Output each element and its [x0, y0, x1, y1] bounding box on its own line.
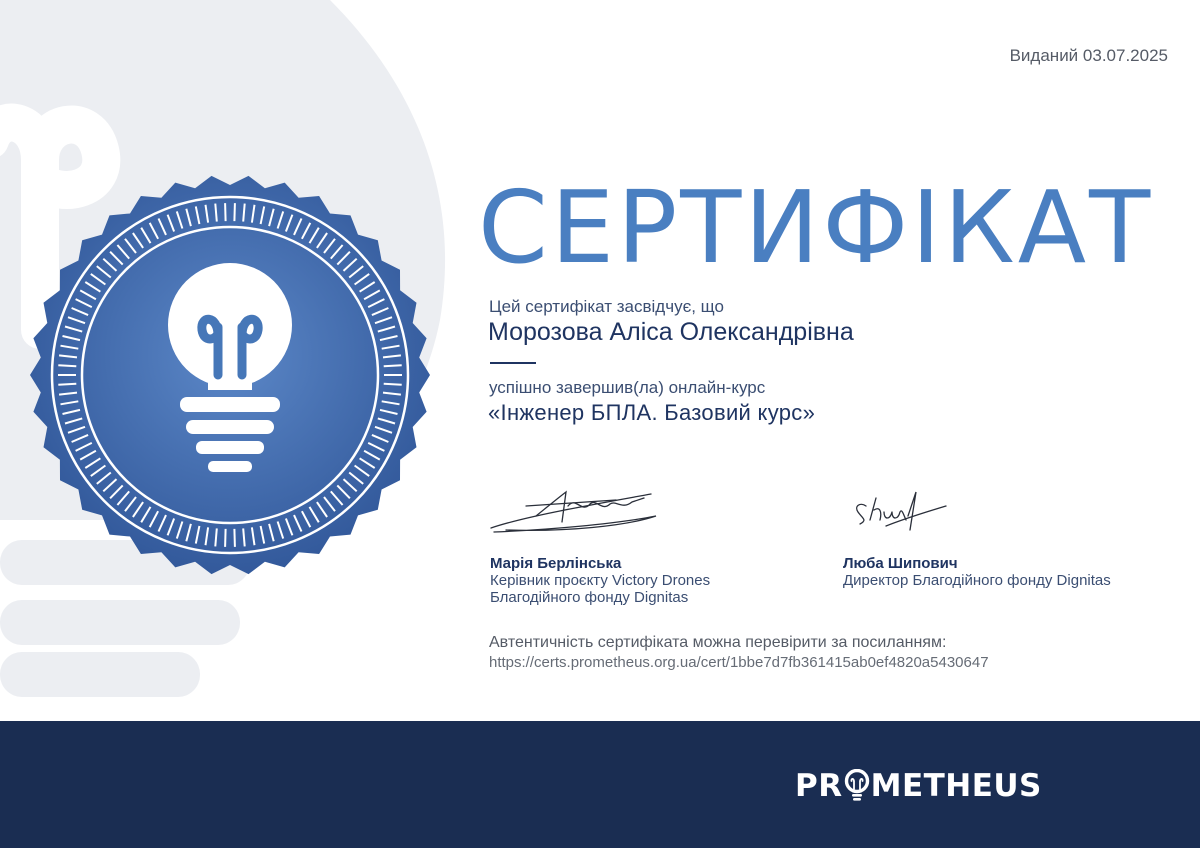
logo-text-start: PR: [795, 768, 843, 804]
seal-tick: [384, 384, 402, 385]
signature-2: [846, 486, 956, 536]
name-underline: [490, 362, 536, 364]
footer-bar: [0, 721, 1200, 848]
signer-1-role-line2: Благодійного фонду Dignitas: [490, 589, 689, 606]
seal-tick: [234, 203, 235, 221]
seal-tick: [58, 384, 76, 385]
prometheus-logo[interactable]: [795, 769, 1042, 803]
certificate-title: СЕРТИФІКАТ: [478, 169, 1154, 286]
verification-link[interactable]: https://certs.prometheus.org.ua/cert/1bbe7d7fb361415ab0ef4820a5430647: [489, 654, 989, 671]
seal-tick: [384, 365, 402, 366]
completed-text: успішно завершив(ла) онлайн-курс: [489, 378, 766, 397]
logo-text-end: METHEUS: [870, 768, 1042, 804]
signer-1-name: Марія Берлінська: [490, 555, 622, 572]
signer-1: [490, 555, 710, 606]
logo-bulb-icon: [844, 769, 870, 803]
signer-2-role-line1: Директор Благодійного фонду Dignitas: [843, 572, 1111, 589]
seal-tick: [234, 529, 235, 547]
course-name: «Інженер БПЛА. Базовий курс»: [488, 400, 816, 425]
recipient-name: Морозова Аліса Олександрівна: [488, 318, 854, 346]
verification-label: Автентичність сертифіката можна перевірити за посиланням:: [489, 634, 947, 651]
issued-date: Виданий 03.07.2025: [1009, 46, 1168, 65]
seal-tick: [58, 365, 76, 366]
signer-1-role-line1: Керівник проєкту Victory Drones: [490, 572, 711, 589]
signature-1: [486, 486, 666, 541]
signer-2: [843, 555, 1111, 589]
certifies-text: Цей сертифікат засвідчує, що: [489, 297, 724, 316]
seal-tick: [225, 203, 226, 221]
seal-tick: [225, 529, 226, 547]
seal-badge: [30, 175, 430, 575]
signer-2-name: Люба Шипович: [843, 555, 958, 572]
